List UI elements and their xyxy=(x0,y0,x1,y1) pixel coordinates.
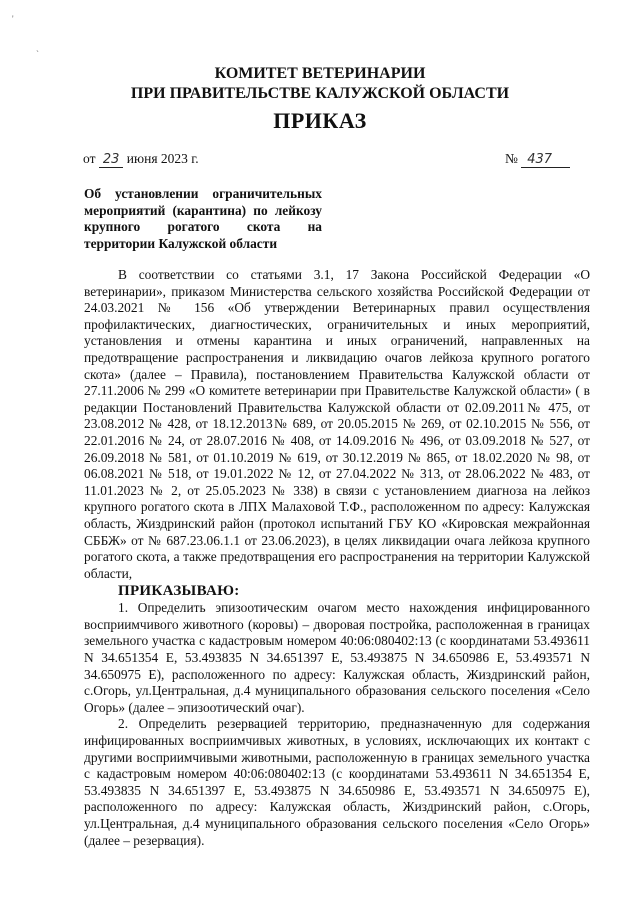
committee-name-line1: КОМИТЕТ ВЕТЕРИНАРИИ xyxy=(214,65,426,82)
document-date xyxy=(83,151,199,167)
scan-mark: ˏ xyxy=(36,42,39,52)
order-heading: ПРИКАЗЫВАЮ: xyxy=(118,583,240,600)
date-month-year: июня 2023 г. xyxy=(126,151,199,166)
preamble-paragraph: В соответствии со статьями 3.1, 17 Закона Российской Федерации «О ветеринарии», приказом Министерства сельского хозяйства Российской Федерации от 24.03.2021 № 156 «Об утверждении Ветеринарных правил осуществления профилактических, диагностических, ограничительных и иных мероприятий, установления и отмены карантина и иных ограничений, направленных на предотвращение распространения и ликвидацию очагов лейкоза крупного рогатого скота» (далее – Правила), постановлением Правительства Калужской области от 27.11.2006 № 299 «О комитете ветеринарии при Правительстве Калужской области» ( в редакции Постановлений Правительства Калужской области от 02.09.2011№ 475, от 23.08.2012 № 428, от 18.12.2013№ 689, от 20.05.2015 № 269, от 02.10.2015 № 556, от 22.01.2016 № 24, от 28.07.2016 № 408, от 14.09.2016 № 496, от 03.09.2018 № 527, от 26.09.2018 № 581, от 01.10.2019 № 619, от 30.12.2019 № 865, от 18.02.2020 № 98, от 06.08.2021 № 518, от 19.01.2022 № 12, от 27.04.2022 № 313, от 28.06.2022 № 483, от 11.01.2023 № 2, от 25.05.2023 № 338) в связи с установлением диагноза на лейкоз крупного рогатого скота в ЛПХ Малаховой Т.Ф., расположенном по адресу: Калужская область, Жиздринский район (протокол испытаний ГБУ КО «Кировская межрайонная СББЖ» от № 687.23.06.1.1 от 23.06.2023), в целях ликвидации очага лейкоза крупного рогатого скота, а также предотвращения его распространения на территории Калужской области, xyxy=(84,267,590,581)
order-item-2: 2. Определить резервацией территорию, предназначенную для содержания инфицированных восприимчивых животных, в условиях, исключающих их контакт с другими восприимчивыми животными, расположенную в границах земельного участка с кадастровым номером 40:06:080402:13 (с координатами 53.493611 N 34.651354 E, 53.493835 N 34.651397 E, 53.493875 N 34.650986 E, 53.493571 N 34.650975 E), расположенного по адресу: Калужская область, Жиздринский район, с.Огорь, ул.Центральная, д.4 муниципального образования сельского поселения «Село Огорь» (далее – резервация). xyxy=(84,716,590,848)
number-label: № xyxy=(505,151,518,166)
date-day-handwritten: 23 xyxy=(99,152,124,168)
scan-mark: ' xyxy=(12,14,14,24)
date-prefix: от xyxy=(83,151,96,166)
document-number xyxy=(505,151,570,167)
document-subject: Об установлении ограничительных мероприятий (карантина) по лейкозу крупного рогатого скота на территории Калужской области xyxy=(84,186,322,251)
document-body xyxy=(84,267,590,849)
document-type-title: ПРИКАЗ xyxy=(273,108,367,133)
number-value-handwritten: 437 xyxy=(521,152,570,168)
committee-name-line2: ПРИ ПРАВИТЕЛЬСТВЕ КАЛУЖСКОЙ ОБЛАСТИ xyxy=(130,85,510,102)
order-item-1: 1. Определить эпизоотическим очагом место нахождения инфицированного восприимчивого животного (коровы) – дворовая постройка, расположенная в границах земельного участка с кадастровым номером 40:06:080402:13 (с координатами 53.493611 N 34.651354 E, 53.493835 N 34.651397 E, 53.493875 N 34.650986 E, 53.493571 N 34.650975 E), расположенного по адресу: Калужская область, Жиздринский район, с.Огорь, ул.Центральная, д.4 муниципального образования сельского поселения «Село Огорь» (далее – эпизоотический очаг). xyxy=(84,600,590,715)
